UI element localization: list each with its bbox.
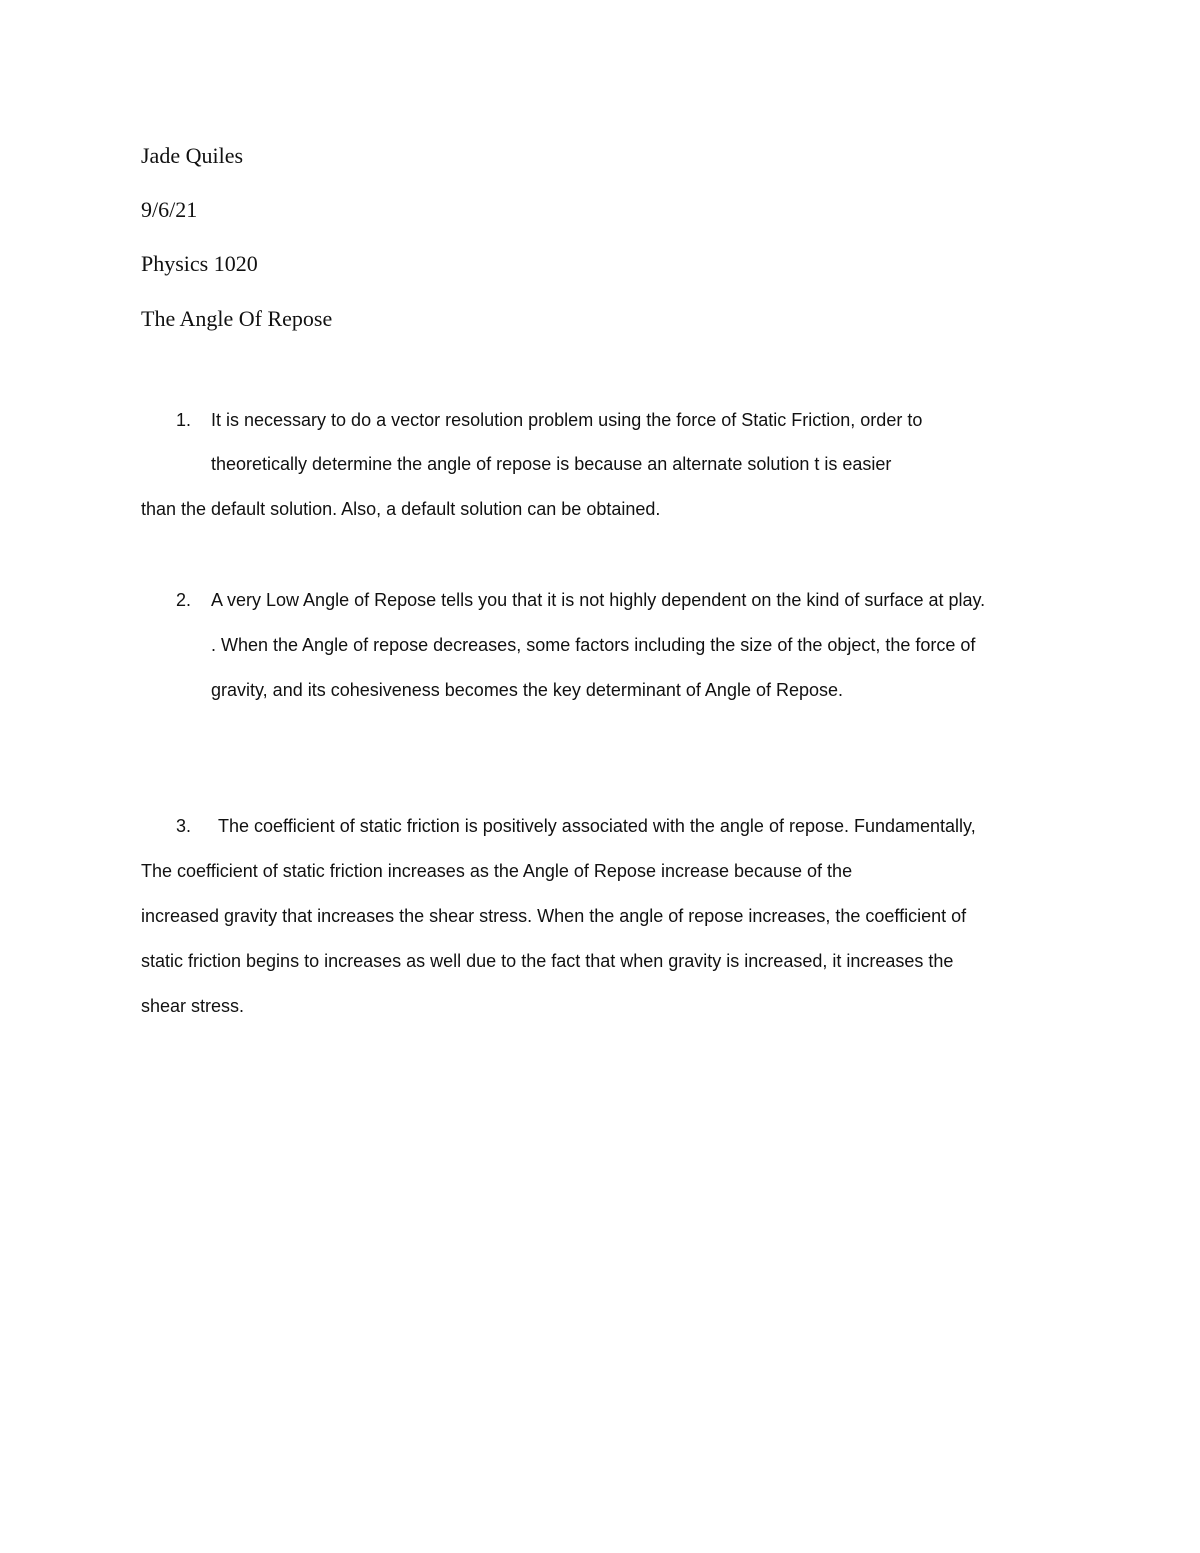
answer-1-line-3: than the default solution. Also, a default solution can be obtained. bbox=[141, 499, 661, 519]
answer-2-line-3: gravity, and its cohesiveness becomes the key determinant of Angle of Repose. bbox=[211, 680, 844, 700]
answer-2-number: 2. bbox=[176, 590, 192, 610]
author-name: Jade Quiles bbox=[141, 143, 244, 168]
answer-1-number: 1. bbox=[176, 410, 192, 430]
answer-2-line-1: A very Low Angle of Repose tells you that it is not highly dependent on the kind of surface at play. bbox=[211, 590, 986, 610]
document-title: The Angle Of Repose bbox=[141, 306, 333, 331]
answer-2-line-2: . When the Angle of repose decreases, some factors including the size of the object, the force of bbox=[211, 635, 976, 655]
date: 9/6/21 bbox=[141, 197, 198, 222]
answer-1-line-1: It is necessary to do a vector resolution problem using the force of Static Friction, order to bbox=[211, 410, 923, 430]
answer-3-line-3: increased gravity that increases the shear stress. When the angle of repose increases, the coefficient of bbox=[141, 906, 967, 926]
answer-3-line-2: The coefficient of static friction increases as the Angle of Repose increase because of the bbox=[141, 861, 853, 881]
answer-3-number: 3. bbox=[176, 816, 192, 836]
answer-1-line-2: theoretically determine the angle of repose is because an alternate solution t is easier bbox=[211, 454, 892, 474]
answer-3-line-1: The coefficient of static friction is positively associated with the angle of repose. Fundamentally, bbox=[218, 816, 976, 836]
answer-3-line-5: shear stress. bbox=[141, 996, 245, 1016]
answer-3-line-4: static friction begins to increases as well due to the fact that when gravity is increased, it increases the bbox=[141, 951, 954, 971]
course-name: Physics 1020 bbox=[141, 251, 258, 276]
